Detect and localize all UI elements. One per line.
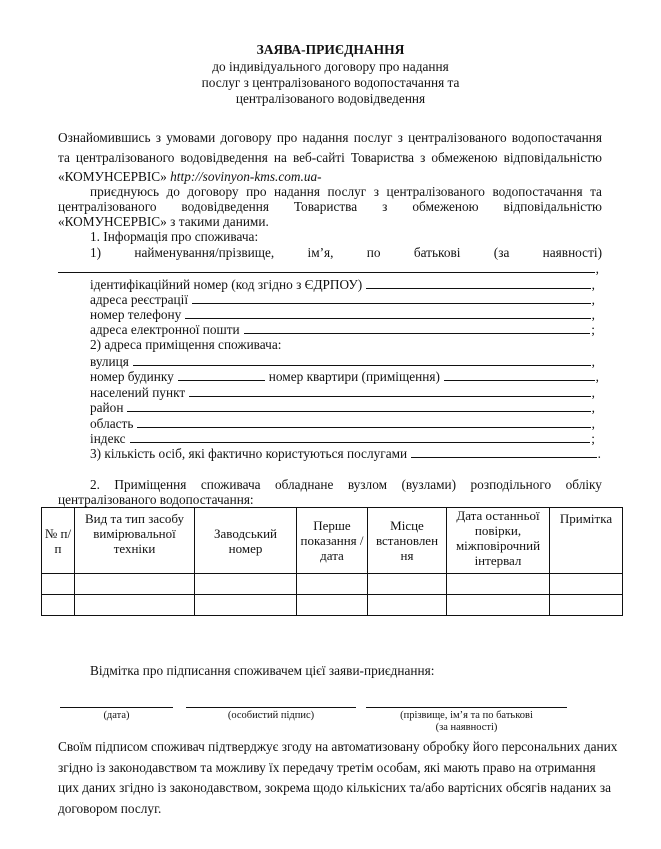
id-code-blank[interactable] (366, 276, 590, 289)
house-label: номер будинку (90, 369, 174, 384)
house-apartment-row: номер будинку номер квартири (приміщення) , (90, 369, 599, 384)
website-link[interactable]: http://sovinyon-kms.com.ua- (170, 169, 322, 184)
postal-code-label: індекс (90, 431, 126, 446)
col-device-type: Вид та тип засобу вимірювальної техніки (75, 508, 195, 574)
section-2-line-1: 2. Приміщення споживача обладнане вузлом (вузлами) розподільного обліку (90, 477, 602, 492)
apartment-number-blank[interactable] (444, 368, 595, 381)
document-title: ЗАЯВА-ПРИЄДНАННЯ (256, 42, 405, 57)
table-cell[interactable] (368, 595, 447, 616)
registration-address-field[interactable]: адреса реєстрації , (90, 292, 595, 307)
region-blank[interactable] (137, 415, 590, 428)
join-line-1: приєднуюсь до договору про надання послуг з централізованого водопостачання та (90, 184, 602, 199)
section-2-line-2: централізованого водопостачання: (58, 492, 254, 507)
email-label: адреса електронної пошти (90, 322, 240, 337)
street-blank[interactable] (133, 353, 591, 366)
date-label: (дата) (103, 710, 130, 721)
intro-line-1: Ознайомившись з умовами договору про надання послуг з централізованого водопостачання (58, 130, 602, 145)
table-cell[interactable] (75, 574, 195, 595)
section-1-heading: 1. Інформація про споживача: (90, 229, 259, 244)
table-cell[interactable] (447, 595, 550, 616)
email-field[interactable]: адреса електронної пошти ; (90, 322, 595, 337)
table-cell[interactable] (550, 595, 623, 616)
full-name-signature-line[interactable] (366, 707, 567, 708)
table-row (42, 574, 623, 595)
district-blank[interactable] (127, 399, 590, 412)
registration-address-blank[interactable] (192, 291, 591, 304)
persons-count-label: 3) кількість осіб, які фактично користуються послугами (90, 446, 408, 461)
join-line-3: «КОМУНСЕРВІС» з такими даними. (58, 214, 269, 229)
locality-field[interactable]: населений пункт , (90, 385, 595, 400)
subtitle-line-2: послуг з централізованого водопостачання та (201, 75, 460, 90)
region-label: область (90, 416, 134, 431)
apartment-label: номер квартири (приміщення) (268, 369, 440, 384)
intro-line-2: та централізованого водовідведення на веб-сайті Товариства з обмеженою відповідальністю (58, 150, 602, 165)
table-cell[interactable] (297, 574, 368, 595)
item-1-name-label: 1) найменування/прізвище, ім’я, по батькові (за наявності) (90, 245, 602, 260)
col-number: № п/п (42, 508, 75, 574)
district-field[interactable]: район , (90, 400, 595, 415)
col-serial-number: Заводський номер (195, 508, 297, 574)
phone-field[interactable]: номер телефону , (90, 307, 595, 322)
table-row (42, 595, 623, 616)
intro-line-3 (58, 169, 322, 185)
meters-table (41, 507, 623, 616)
street-label: вулиця (90, 354, 129, 369)
email-blank[interactable] (244, 321, 591, 334)
house-number-blank[interactable] (178, 368, 265, 381)
subtitle-line-1: до індивідуального договору про надання (212, 59, 449, 74)
full-name-label-line-1: (прізвище, ім’я та по батькові (400, 710, 533, 721)
col-last-verification: Дата останньої повірки, міжповірочний інтервал (447, 508, 550, 574)
date-signature-line[interactable] (60, 707, 173, 708)
consent-paragraph: Своїм підписом споживач підтверджує згоду на автоматизовану обробку його персональних даних згідно із законодавством та можливу їх передачу третім особам, які мають право на отримання цих даних згідно із законодавством, зокрема щодо кількісних та/або вартісних обсягів наданих за договором послуг. (58, 739, 618, 816)
col-location: Місце встановлен ня (368, 508, 447, 574)
postal-code-field[interactable]: індекс ; (90, 431, 595, 446)
id-code-label: ідентифікаційний номер (код згідно з ЄДРПОУ) (90, 277, 363, 292)
personal-signature-label: (особистий підпис) (227, 710, 315, 721)
table-cell[interactable] (195, 574, 297, 595)
item-2-heading: 2) адреса приміщення споживача: (90, 337, 282, 352)
table-header-row (42, 508, 623, 574)
id-code-field[interactable]: ідентифікаційний номер (код згідно з ЄДРПОУ) , (90, 277, 595, 292)
name-field-blank[interactable] (58, 260, 595, 273)
street-field[interactable]: вулиця , (90, 354, 595, 369)
col-note: Примітка (550, 508, 623, 574)
personal-signature-line[interactable] (186, 707, 356, 708)
registration-address-label: адреса реєстрації (90, 292, 189, 307)
phone-label: номер телефону (90, 307, 182, 322)
locality-label: населений пункт (90, 385, 186, 400)
persons-count-blank[interactable] (411, 445, 597, 458)
full-name-label-line-2: (за наявності) (435, 722, 498, 733)
subtitle-line-3: централізованого водовідведення (235, 91, 426, 106)
phone-blank[interactable] (185, 306, 590, 319)
signature-heading: Відмітка про підписання споживачем цієї заяви-приєднання: (90, 663, 435, 678)
table-cell[interactable] (297, 595, 368, 616)
table-cell[interactable] (42, 595, 75, 616)
postal-code-blank[interactable] (130, 430, 591, 443)
table-cell[interactable] (368, 574, 447, 595)
name-field[interactable]: , (58, 260, 599, 276)
table-cell[interactable] (550, 574, 623, 595)
district-label: район (90, 400, 124, 415)
table-cell[interactable] (42, 574, 75, 595)
table-cell[interactable] (447, 574, 550, 595)
locality-blank[interactable] (189, 384, 591, 397)
col-first-reading: Перше показання /дата (297, 508, 368, 574)
table-cell[interactable] (195, 595, 297, 616)
table-cell[interactable] (75, 595, 195, 616)
company-name: «КОМУНСЕРВІС» (58, 169, 171, 184)
region-field[interactable]: область , (90, 416, 595, 431)
join-line-2: централізованого водовідведення Товариства з обмеженою відповідальністю (58, 199, 602, 214)
persons-count-field[interactable]: 3) кількість осіб, які фактично користуються послугами . (90, 446, 601, 461)
